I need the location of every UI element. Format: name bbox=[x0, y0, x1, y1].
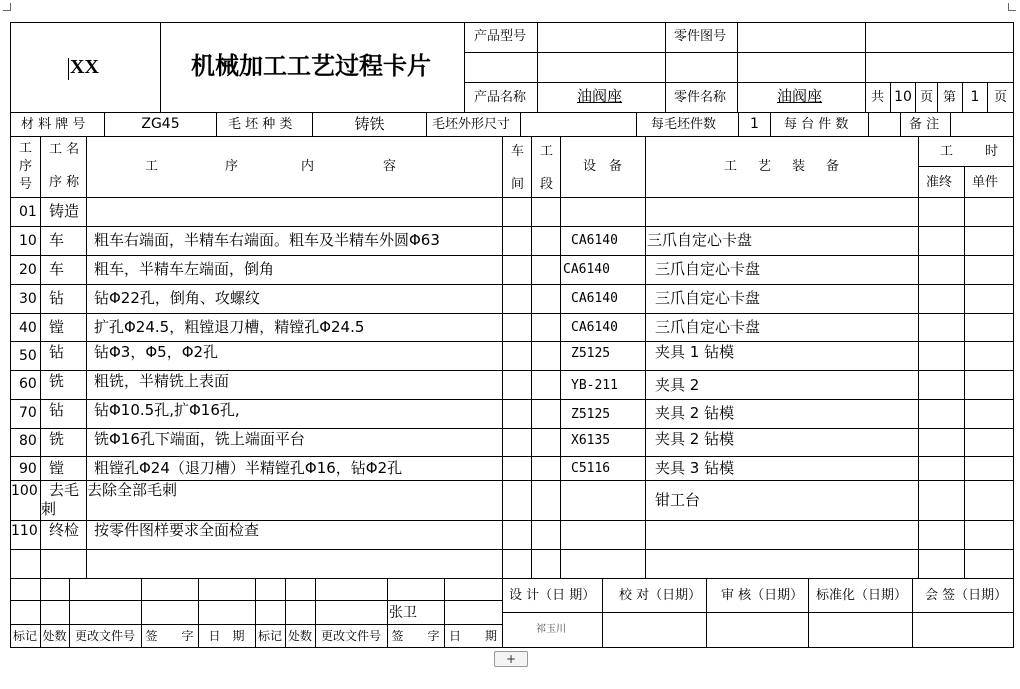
op-no: 40 bbox=[19, 320, 37, 336]
op-content[interactable]: 粗车，半精车左端面，倒角 bbox=[94, 260, 275, 278]
check-date-label: 校 对（日期） bbox=[619, 588, 702, 603]
op-name[interactable]: 钻 bbox=[49, 289, 65, 307]
col-workshop-2: 间 bbox=[511, 177, 525, 192]
op-equipment[interactable]: CA6140 bbox=[563, 262, 610, 277]
op-name[interactable]: 铣 bbox=[49, 372, 65, 390]
op-content[interactable]: 去除全部毛刺 bbox=[87, 481, 178, 499]
company-name[interactable]: XX bbox=[70, 56, 99, 78]
op-content[interactable]: 按零件图样要求全面检查 bbox=[94, 521, 260, 539]
op-name[interactable]: 铸造 bbox=[49, 202, 80, 220]
op-equipment[interactable]: CA6140 bbox=[571, 291, 618, 306]
col-time-1: 工 bbox=[940, 144, 954, 159]
col-unit-time: 单件 bbox=[972, 175, 999, 190]
col-op-no-2: 序 bbox=[19, 159, 33, 174]
op-name[interactable]: 车 bbox=[49, 231, 65, 249]
op-equipment[interactable]: Z5125 bbox=[571, 407, 611, 422]
col-content-1: 工 bbox=[145, 159, 159, 174]
footer-mark-label-2: 标记 bbox=[257, 629, 282, 643]
op-tooling[interactable]: 夹具 2 钻模 bbox=[655, 430, 735, 448]
page-corner-mark-left bbox=[3, 3, 11, 11]
col-equipment: 设 备 bbox=[583, 159, 623, 174]
footer-count-label-2: 处数 bbox=[287, 629, 312, 643]
per-unit-label: 每 台 件 数 bbox=[784, 117, 849, 132]
op-tooling[interactable]: 夹具 1 钻模 bbox=[655, 343, 735, 361]
op-name[interactable]: 终检 bbox=[49, 521, 80, 539]
op-no: 20 bbox=[19, 262, 37, 278]
review-date-label: 审 核（日期） bbox=[721, 588, 804, 603]
col-content-2: 序 bbox=[225, 159, 239, 174]
col-prep-time: 准终 bbox=[926, 175, 953, 190]
footer-date-label: 日 期 bbox=[208, 629, 245, 643]
op-name[interactable]: 镗 bbox=[49, 459, 65, 477]
per-blank-label: 每毛坯件数 bbox=[651, 117, 717, 132]
op-name[interactable]: 钻 bbox=[49, 343, 65, 361]
product-name-label: 产品名称 bbox=[474, 90, 527, 105]
op-no: 90 bbox=[19, 461, 37, 477]
op-content[interactable]: 钻Φ3，Φ5，Φ2孔 bbox=[94, 343, 219, 361]
signer-name[interactable]: 张卫 bbox=[389, 605, 417, 621]
op-content[interactable]: 粗铣，半精铣上表面 bbox=[94, 372, 230, 390]
part-name-value[interactable]: 油阀座 bbox=[777, 87, 823, 105]
card-title[interactable]: 机械加工工艺过程卡片 bbox=[191, 51, 431, 80]
op-equipment[interactable]: CA6140 bbox=[571, 320, 618, 335]
total-unit-label: 页 bbox=[920, 90, 934, 105]
op-no: 60 bbox=[19, 376, 37, 392]
per-blank-value[interactable]: 1 bbox=[750, 116, 759, 132]
designer-signature[interactable]: 祁玉川 bbox=[536, 624, 566, 635]
op-content[interactable]: 粗镗孔Φ24（退刀槽）半精镗孔Φ16，钻Φ2孔 bbox=[94, 459, 403, 477]
op-tooling[interactable]: 三爪自定心卡盘 bbox=[655, 318, 761, 336]
col-content-4: 容 bbox=[383, 159, 397, 174]
design-date-label: 设 计（日 期） bbox=[509, 588, 596, 603]
footer-sign-label-2: 签 字 bbox=[391, 629, 440, 643]
op-no: 70 bbox=[19, 405, 37, 421]
standardization-date-label: 标准化（日期） bbox=[816, 588, 908, 603]
op-no: 50 bbox=[19, 348, 37, 364]
col-workshop-1: 车 bbox=[511, 144, 525, 159]
col-tooling-3: 装 bbox=[792, 159, 806, 174]
op-equipment[interactable]: C5116 bbox=[571, 461, 611, 476]
op-content[interactable]: 扩孔Φ24.5，粗镗退刀槽，精镗孔Φ24.5 bbox=[94, 318, 365, 336]
op-content[interactable]: 钻Φ10.5孔,扩Φ16孔, bbox=[94, 401, 240, 419]
col-time-2: 时 bbox=[985, 144, 999, 159]
op-name[interactable]: 铣 bbox=[49, 430, 65, 448]
op-tooling[interactable]: 三爪自定心卡盘 bbox=[655, 289, 761, 307]
op-name[interactable]: 车 bbox=[49, 260, 65, 278]
blank-size-label: 毛坯外形尺寸 bbox=[432, 117, 511, 132]
col-tooling-4: 备 bbox=[826, 159, 840, 174]
col-tooling-1: 工 bbox=[724, 159, 738, 174]
op-no: 100 bbox=[11, 483, 38, 499]
page-corner-mark-right bbox=[1008, 3, 1016, 11]
material-grade-label: 材 料 牌 号 bbox=[21, 117, 86, 132]
col-section-1: 工 bbox=[540, 144, 554, 159]
product-name-value[interactable]: 油阀座 bbox=[577, 87, 623, 105]
footer-mark-label: 标记 bbox=[12, 629, 37, 643]
op-no: 01 bbox=[19, 204, 37, 220]
op-name-wrap[interactable]: 刺 bbox=[41, 500, 57, 518]
op-equipment[interactable]: CA6140 bbox=[571, 233, 618, 248]
sheet-number-value[interactable]: 1 bbox=[970, 89, 980, 105]
material-grade-value[interactable]: ZG45 bbox=[141, 116, 180, 132]
col-content-3: 内 bbox=[301, 159, 315, 174]
op-no: 110 bbox=[11, 523, 38, 539]
op-tooling[interactable]: 三爪自定心卡盘 bbox=[655, 260, 761, 278]
op-content[interactable]: 粗车右端面，半精车右端面。粗车及半精车外圆Φ63 bbox=[94, 231, 440, 249]
col-op-no-1: 工 bbox=[19, 141, 33, 156]
op-name[interactable]: 钻 bbox=[49, 401, 65, 419]
col-tooling-2: 艺 bbox=[758, 159, 772, 174]
total-label: 共 bbox=[871, 90, 885, 105]
remark-label: 备 注 bbox=[909, 117, 940, 132]
op-content[interactable]: 钻Φ22孔，倒角、攻螺纹 bbox=[94, 289, 260, 307]
op-tooling[interactable]: 夹具 2 bbox=[655, 376, 700, 394]
op-equipment[interactable]: YB-211 bbox=[571, 378, 618, 393]
sheet-label: 第 bbox=[943, 90, 957, 105]
col-op-no-3: 号 bbox=[19, 177, 33, 192]
add-sheet-button[interactable]: + bbox=[494, 651, 528, 667]
op-name[interactable]: 去毛 bbox=[49, 481, 80, 499]
op-equipment[interactable]: X6135 bbox=[571, 433, 611, 448]
op-tooling[interactable]: 三爪自定心卡盘 bbox=[647, 231, 753, 249]
blank-type-label: 毛 坯 种 类 bbox=[228, 117, 293, 132]
op-content[interactable]: 铣Φ16孔下端面，铣上端面平台 bbox=[94, 430, 305, 448]
part-name-label: 零件名称 bbox=[674, 90, 727, 105]
footer-date-label-2: 日 期 bbox=[448, 629, 497, 643]
op-tooling[interactable]: 夹具 2 钻模 bbox=[655, 404, 735, 422]
text-cursor bbox=[68, 58, 69, 80]
footer-change-doc-label: 更改文件号 bbox=[74, 629, 135, 643]
op-equipment[interactable]: Z5125 bbox=[571, 346, 611, 361]
op-no: 30 bbox=[19, 291, 37, 307]
total-pages-value[interactable]: 10 bbox=[894, 89, 912, 105]
part-drawing-label: 零件图号 bbox=[674, 29, 727, 44]
sheet-unit-label: 页 bbox=[994, 90, 1008, 105]
op-tooling[interactable]: 夹具 3 钻模 bbox=[655, 459, 735, 477]
op-no: 10 bbox=[19, 233, 37, 249]
blank-type-value[interactable]: 铸铁 bbox=[354, 115, 385, 133]
footer-sign-label: 签 字 bbox=[145, 629, 194, 643]
col-op-name-2: 序 称 bbox=[49, 175, 80, 190]
col-op-name-1: 工 名 bbox=[49, 142, 80, 157]
footer-count-label: 处数 bbox=[42, 629, 67, 643]
op-name[interactable]: 镗 bbox=[49, 318, 65, 336]
col-section-2: 段 bbox=[540, 177, 554, 192]
countersign-date-label: 会 签（日期） bbox=[925, 588, 1008, 603]
footer-change-doc-label-2: 更改文件号 bbox=[320, 629, 381, 643]
op-tooling[interactable]: 钳工台 bbox=[655, 491, 701, 509]
product-model-label: 产品型号 bbox=[474, 29, 527, 44]
op-no: 80 bbox=[19, 433, 37, 449]
